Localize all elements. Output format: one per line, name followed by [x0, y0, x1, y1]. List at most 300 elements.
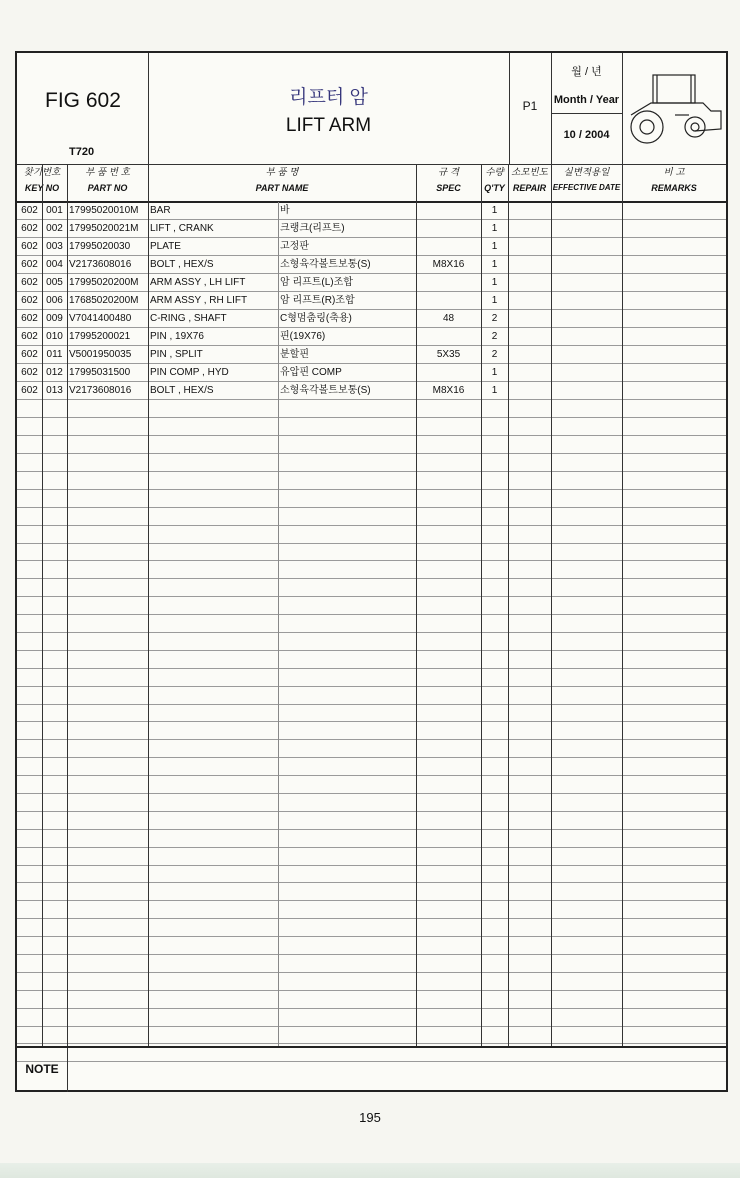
row-name-en: PIN COMP , HYD — [148, 364, 278, 382]
empty-cell — [622, 829, 726, 847]
empty-cell — [17, 990, 42, 1008]
empty-cell — [416, 543, 481, 561]
empty-cell — [622, 883, 726, 901]
empty-cell — [278, 471, 416, 489]
scan-edge — [0, 1163, 740, 1178]
row-fig: 602 — [17, 382, 42, 400]
empty-row — [17, 990, 726, 1008]
row-repair — [508, 202, 551, 220]
empty-cell — [551, 579, 622, 597]
empty-cell — [278, 901, 416, 919]
empty-cell — [278, 615, 416, 633]
empty-cell — [622, 919, 726, 937]
empty-cell — [42, 615, 67, 633]
empty-cell — [148, 937, 278, 955]
row-part-no: 17995020010M — [67, 202, 148, 220]
row-name-en: LIFT , CRANK — [148, 220, 278, 238]
empty-cell — [508, 507, 551, 525]
empty-cell — [551, 972, 622, 990]
empty-cell — [508, 811, 551, 829]
page-number: 195 — [359, 1110, 381, 1125]
row-remarks — [622, 256, 726, 274]
empty-cell — [67, 972, 148, 990]
row-fig: 602 — [17, 310, 42, 328]
empty-cell — [42, 525, 67, 543]
empty-cell — [416, 758, 481, 776]
empty-cell — [622, 400, 726, 418]
row-fig: 602 — [17, 238, 42, 256]
empty-cell — [551, 561, 622, 579]
empty-cell — [508, 919, 551, 937]
row-spec — [416, 238, 481, 256]
empty-cell — [42, 686, 67, 704]
empty-cell — [508, 704, 551, 722]
empty-cell — [17, 543, 42, 561]
empty-cell — [42, 543, 67, 561]
empty-cell — [481, 597, 508, 615]
empty-cell — [622, 865, 726, 883]
empty-cell — [42, 489, 67, 507]
empty-cell — [148, 883, 278, 901]
note-section — [17, 1046, 726, 1092]
row-part-no: 17685020200M — [67, 292, 148, 310]
row-qty: 1 — [481, 256, 508, 274]
row-repair — [508, 346, 551, 364]
empty-cell — [278, 597, 416, 615]
empty-cell — [17, 668, 42, 686]
empty-cell — [481, 561, 508, 579]
empty-cell — [551, 811, 622, 829]
empty-row — [17, 507, 726, 525]
empty-cell — [278, 632, 416, 650]
empty-cell — [67, 919, 148, 937]
empty-cell — [148, 686, 278, 704]
empty-cell — [148, 704, 278, 722]
empty-cell — [481, 937, 508, 955]
empty-cell — [278, 847, 416, 865]
empty-cell — [42, 597, 67, 615]
empty-cell — [42, 776, 67, 794]
empty-cell — [17, 865, 42, 883]
empty-cell — [551, 632, 622, 650]
empty-cell — [42, 865, 67, 883]
empty-cell — [17, 615, 42, 633]
empty-cell — [67, 507, 148, 525]
row-key: 009 — [42, 310, 67, 328]
empty-cell — [622, 561, 726, 579]
empty-row — [17, 901, 726, 919]
empty-cell — [17, 597, 42, 615]
empty-cell — [622, 811, 726, 829]
empty-cell — [148, 471, 278, 489]
row-fig: 602 — [17, 202, 42, 220]
empty-cell — [622, 937, 726, 955]
empty-cell — [551, 955, 622, 973]
empty-cell — [42, 471, 67, 489]
empty-cell — [508, 489, 551, 507]
empty-cell — [416, 937, 481, 955]
empty-cell — [42, 650, 67, 668]
empty-cell — [42, 579, 67, 597]
empty-cell — [416, 579, 481, 597]
empty-cell — [416, 471, 481, 489]
empty-cell — [148, 1008, 278, 1026]
empty-cell — [148, 1026, 278, 1044]
empty-cell — [67, 561, 148, 579]
empty-cell — [67, 400, 148, 418]
empty-cell — [416, 454, 481, 472]
empty-row — [17, 1008, 726, 1026]
empty-cell — [416, 597, 481, 615]
empty-cell — [67, 686, 148, 704]
empty-cell — [278, 1026, 416, 1044]
model-code: T720 — [69, 146, 95, 158]
row-qty: 1 — [481, 364, 508, 382]
empty-cell — [622, 722, 726, 740]
row-name-en: BOLT , HEX/S — [148, 382, 278, 400]
empty-cell — [508, 740, 551, 758]
empty-cell — [416, 793, 481, 811]
empty-cell — [508, 525, 551, 543]
empty-cell — [551, 489, 622, 507]
empty-cell — [67, 454, 148, 472]
empty-cell — [42, 668, 67, 686]
empty-cell — [67, 776, 148, 794]
empty-cell — [551, 919, 622, 937]
empty-cell — [551, 776, 622, 794]
empty-cell — [17, 758, 42, 776]
empty-row — [17, 525, 726, 543]
empty-cell — [67, 793, 148, 811]
empty-cell — [622, 1008, 726, 1026]
empty-cell — [67, 704, 148, 722]
empty-cell — [416, 811, 481, 829]
row-effective — [551, 238, 622, 256]
empty-row — [17, 418, 726, 436]
empty-cell — [278, 436, 416, 454]
empty-cell — [67, 597, 148, 615]
row-effective — [551, 256, 622, 274]
empty-row — [17, 543, 726, 561]
col-effective-kr: 실변적용일 — [563, 167, 610, 178]
empty-cell — [416, 561, 481, 579]
row-repair — [508, 310, 551, 328]
empty-cell — [17, 901, 42, 919]
row-remarks — [622, 274, 726, 292]
empty-cell — [67, 632, 148, 650]
row-qty: 1 — [481, 274, 508, 292]
row-name-kr: 유압핀 COMP — [278, 364, 416, 382]
table-row — [17, 274, 726, 292]
empty-cell — [551, 937, 622, 955]
empty-cell — [148, 579, 278, 597]
empty-cell — [278, 776, 416, 794]
col-key-en: KEY NO — [24, 183, 60, 193]
row-spec: 5X35 — [416, 346, 481, 364]
empty-cell — [67, 865, 148, 883]
row-part-no: V7041400480 — [67, 310, 148, 328]
empty-cell — [508, 615, 551, 633]
empty-cell — [42, 740, 67, 758]
empty-cell — [278, 454, 416, 472]
empty-cell — [278, 865, 416, 883]
row-name-en: PLATE — [148, 238, 278, 256]
empty-cell — [622, 704, 726, 722]
empty-cell — [416, 507, 481, 525]
empty-cell — [148, 811, 278, 829]
empty-cell — [17, 793, 42, 811]
empty-cell — [622, 615, 726, 633]
empty-cell — [17, 704, 42, 722]
row-qty: 1 — [481, 292, 508, 310]
empty-cell — [148, 525, 278, 543]
empty-cell — [622, 776, 726, 794]
empty-cell — [67, 579, 148, 597]
empty-cell — [42, 400, 67, 418]
empty-cell — [481, 489, 508, 507]
empty-cell — [42, 972, 67, 990]
empty-cell — [481, 758, 508, 776]
empty-cell — [481, 1026, 508, 1044]
empty-cell — [622, 489, 726, 507]
row-fig: 602 — [17, 292, 42, 310]
empty-cell — [67, 489, 148, 507]
empty-cell — [17, 937, 42, 955]
empty-cell — [481, 811, 508, 829]
table-row — [17, 310, 726, 328]
col-part-kr: 부 품 번 호 — [85, 167, 130, 178]
empty-cell — [42, 418, 67, 436]
empty-cell — [551, 883, 622, 901]
empty-cell — [67, 525, 148, 543]
empty-cell — [508, 597, 551, 615]
empty-cell — [17, 829, 42, 847]
empty-row — [17, 597, 726, 615]
empty-cell — [508, 990, 551, 1008]
table-row — [17, 346, 726, 364]
row-effective — [551, 202, 622, 220]
empty-cell — [42, 632, 67, 650]
empty-row — [17, 811, 726, 829]
row-repair — [508, 328, 551, 346]
empty-cell — [508, 847, 551, 865]
row-effective — [551, 220, 622, 238]
empty-cell — [508, 1008, 551, 1026]
empty-cell — [481, 722, 508, 740]
empty-cell — [42, 990, 67, 1008]
empty-cell — [148, 740, 278, 758]
empty-cell — [17, 972, 42, 990]
empty-cell — [416, 418, 481, 436]
empty-cell — [148, 561, 278, 579]
empty-cell — [481, 650, 508, 668]
empty-cell — [42, 722, 67, 740]
row-name-kr: 바 — [278, 202, 416, 220]
row-spec — [416, 202, 481, 220]
empty-cell — [278, 650, 416, 668]
row-fig: 602 — [17, 364, 42, 382]
empty-cell — [481, 525, 508, 543]
empty-cell — [278, 561, 416, 579]
row-spec — [416, 274, 481, 292]
empty-cell — [278, 811, 416, 829]
empty-cell — [622, 793, 726, 811]
row-key: 002 — [42, 220, 67, 238]
empty-cell — [148, 722, 278, 740]
empty-cell — [416, 776, 481, 794]
empty-cell — [508, 668, 551, 686]
col-name-en: PART NAME — [255, 183, 309, 193]
empty-cell — [278, 793, 416, 811]
empty-row — [17, 561, 726, 579]
empty-cell — [551, 454, 622, 472]
row-name-en: ARM ASSY , RH LIFT — [148, 292, 278, 310]
empty-row — [17, 883, 726, 901]
row-key: 011 — [42, 346, 67, 364]
empty-cell — [508, 901, 551, 919]
empty-cell — [416, 1008, 481, 1026]
empty-cell — [481, 865, 508, 883]
empty-cell — [481, 829, 508, 847]
empty-cell — [67, 1026, 148, 1044]
row-repair — [508, 256, 551, 274]
empty-cell — [508, 722, 551, 740]
empty-cell — [508, 650, 551, 668]
empty-cell — [551, 418, 622, 436]
row-effective — [551, 346, 622, 364]
row-name-en: PIN , 19X76 — [148, 328, 278, 346]
empty-cell — [508, 793, 551, 811]
empty-cell — [148, 400, 278, 418]
empty-cell — [42, 704, 67, 722]
row-name-kr: 핀(19X76) — [278, 328, 416, 346]
empty-cell — [508, 883, 551, 901]
empty-row — [17, 758, 726, 776]
empty-cell — [42, 758, 67, 776]
row-effective — [551, 364, 622, 382]
empty-cell — [508, 865, 551, 883]
table-row — [17, 292, 726, 310]
empty-cell — [148, 847, 278, 865]
empty-row — [17, 615, 726, 633]
empty-cell — [481, 507, 508, 525]
empty-cell — [148, 597, 278, 615]
empty-cell — [508, 418, 551, 436]
empty-cell — [551, 400, 622, 418]
empty-cell — [67, 615, 148, 633]
row-key: 004 — [42, 256, 67, 274]
empty-cell — [17, 955, 42, 973]
row-part-no: 17995020200M — [67, 274, 148, 292]
empty-cell — [17, 579, 42, 597]
empty-cell — [416, 901, 481, 919]
row-key: 001 — [42, 202, 67, 220]
empty-cell — [148, 632, 278, 650]
empty-cell — [148, 919, 278, 937]
empty-cell — [481, 418, 508, 436]
empty-cell — [42, 507, 67, 525]
empty-cell — [148, 489, 278, 507]
empty-cell — [622, 650, 726, 668]
empty-cell — [148, 543, 278, 561]
empty-cell — [551, 901, 622, 919]
row-key: 003 — [42, 238, 67, 256]
empty-cell — [67, 883, 148, 901]
empty-cell — [278, 579, 416, 597]
empty-cell — [551, 704, 622, 722]
empty-row — [17, 740, 726, 758]
empty-cell — [17, 436, 42, 454]
empty-cell — [148, 436, 278, 454]
empty-cell — [508, 436, 551, 454]
row-part-no: V2173608016 — [67, 256, 148, 274]
date-label-korean: 월 / 년 — [571, 66, 602, 78]
row-spec: M8X16 — [416, 256, 481, 274]
empty-row — [17, 722, 726, 740]
empty-cell — [278, 758, 416, 776]
row-effective — [551, 382, 622, 400]
empty-cell — [67, 418, 148, 436]
empty-cell — [622, 1026, 726, 1044]
row-repair — [508, 364, 551, 382]
row-remarks — [622, 328, 726, 346]
row-name-en: BAR — [148, 202, 278, 220]
empty-cell — [622, 955, 726, 973]
empty-cell — [508, 471, 551, 489]
empty-cell — [551, 1026, 622, 1044]
empty-row — [17, 650, 726, 668]
empty-cell — [551, 829, 622, 847]
empty-cell — [148, 901, 278, 919]
empty-cell — [481, 1008, 508, 1026]
row-part-no: 17995020030 — [67, 238, 148, 256]
empty-cell — [67, 937, 148, 955]
empty-cell — [148, 955, 278, 973]
empty-row — [17, 471, 726, 489]
table-row — [17, 202, 726, 220]
empty-cell — [481, 972, 508, 990]
empty-cell — [67, 990, 148, 1008]
empty-cell — [67, 650, 148, 668]
col-effective-en: EFFECTIVE DATE — [552, 183, 621, 192]
empty-cell — [551, 668, 622, 686]
col-qty-en: Q'TY — [484, 183, 505, 193]
empty-cell — [416, 722, 481, 740]
empty-cell — [508, 543, 551, 561]
empty-cell — [481, 543, 508, 561]
empty-cell — [508, 1026, 551, 1044]
empty-cell — [416, 400, 481, 418]
tractor-icon — [623, 69, 725, 149]
empty-cell — [67, 901, 148, 919]
empty-cell — [481, 579, 508, 597]
empty-cell — [622, 471, 726, 489]
row-part-no: 17995031500 — [67, 364, 148, 382]
col-repair-kr: 소모빈도 — [511, 167, 548, 178]
empty-cell — [148, 793, 278, 811]
empty-cell — [416, 650, 481, 668]
empty-cell — [508, 955, 551, 973]
empty-cell — [551, 990, 622, 1008]
empty-cell — [622, 990, 726, 1008]
empty-cell — [481, 436, 508, 454]
row-name-kr: 소형육각볼트보통(S) — [278, 256, 416, 274]
empty-cell — [148, 454, 278, 472]
row-name-en: BOLT , HEX/S — [148, 256, 278, 274]
empty-cell — [416, 489, 481, 507]
table-row — [17, 220, 726, 238]
empty-cell — [42, 955, 67, 973]
